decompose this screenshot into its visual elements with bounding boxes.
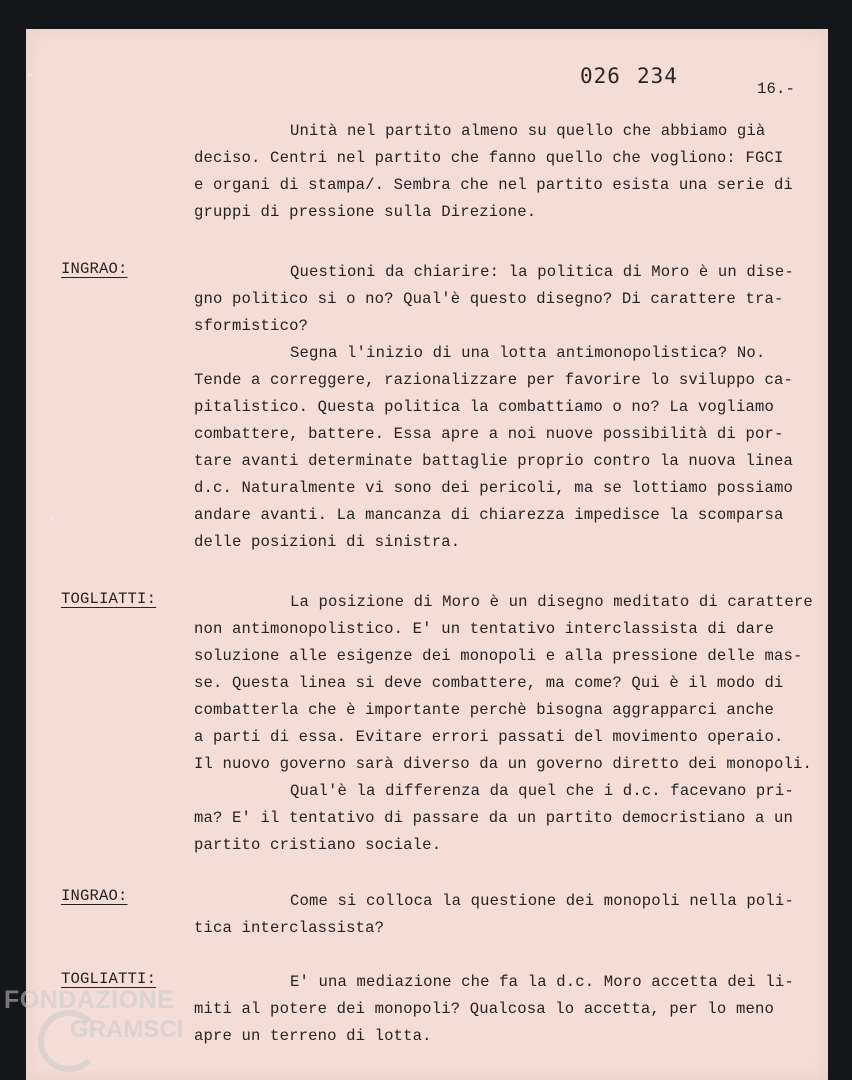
text-line: gno politico si o no? Qual'è questo disegno? Di carattere tra- <box>194 290 784 308</box>
speaker-label: INGRAO: <box>61 887 128 905</box>
text-line: combatterla che è importante perchè bisogna aggrapparci anche <box>194 701 774 719</box>
watermark-line-1: FONDAZIONE <box>4 986 175 1014</box>
text-line: e organi di stampa/. Sembra che nel partito esista una serie di <box>194 176 793 194</box>
archive-code-b: 234 <box>636 64 678 88</box>
text-line: La posizione di Moro è un disegno meditato di carattere <box>290 593 813 611</box>
text-line: Segna l'inizio di una lotta antimonopolistica? No. <box>290 344 766 362</box>
text-line: Come si colloca la questione dei monopoli nella poli- <box>290 892 794 910</box>
text-line: sformistico? <box>194 317 309 335</box>
watermark-line-2: GRAMSCI <box>70 1016 184 1043</box>
text-line: tica interclassista? <box>194 919 385 937</box>
archive-code-a: 026 <box>580 64 621 88</box>
text-line: non antimonopolistico. E' un tentativo interclassista di dare <box>194 620 774 638</box>
text-line: se. Questa linea si deve combattere, ma come? Qui è il modo di <box>194 674 784 692</box>
paragraph-togliatti-1 <box>194 589 834 859</box>
text-line: combattere, battere. Essa apre a noi nuove possibilità di por- <box>194 425 784 443</box>
binding-hole-mark <box>49 517 53 520</box>
page-number: 16.- <box>757 80 796 98</box>
text-line: a parti di essa. Evitare errori passati del movimento operaio. <box>194 728 784 746</box>
speaker-label: INGRAO: <box>61 260 128 278</box>
binding-hole-mark <box>28 73 32 76</box>
text-line: Qual'è la differenza da quel che i d.c. facevano pri- <box>290 782 794 800</box>
text-line: E' una mediazione che fa la d.c. Moro accetta dei li- <box>290 973 794 991</box>
text-line: gruppi di pressione sulla Direzione. <box>194 203 537 221</box>
speaker-label: TOGLIATTI: <box>61 970 157 988</box>
text-line: Tende a correggere, razionalizzare per favorire lo sviluppo ca- <box>194 371 793 389</box>
text-line: deciso. Centri nel partito che fanno quello che vogliono: FGCI <box>194 149 784 167</box>
text-line: d.c. Naturalmente vi sono dei pericoli, ma se lottiamo possiamo <box>194 479 793 497</box>
text-line: soluzione alle esigenze dei monopoli e alla pressione delle mas- <box>194 647 803 665</box>
text-line: Unità nel partito almeno su quello che abbiamo già <box>290 122 766 140</box>
speaker-label: TOGLIATTI: <box>61 590 157 608</box>
paragraph-togliatti-2 <box>194 969 834 1050</box>
text-line: Il nuovo governo sarà diverso da un governo diretto dei monopoli. <box>194 755 813 773</box>
text-line: miti al potere dei monopoli? Qualcosa lo accetta, per lo meno <box>194 1000 774 1018</box>
archive-code <box>580 64 678 88</box>
text-line: partito cristiano sociale. <box>194 836 442 854</box>
text-line: Questioni da chiarire: la politica di Moro è un dise- <box>290 263 794 281</box>
paragraph-continuation <box>194 118 834 226</box>
text-line: delle posizioni di sinistra. <box>194 533 461 551</box>
text-line: tare avanti determinate battaglie proprio contro la nuova linea <box>194 452 793 470</box>
paragraph-ingrao-1 <box>194 259 834 556</box>
paragraph-ingrao-2 <box>194 888 834 942</box>
text-line: pitalistico. Questa politica la combattiamo o no? La vogliamo <box>194 398 774 416</box>
text-line: apre un terreno di lotta. <box>194 1027 432 1045</box>
text-line: ma? E' il tentativo di passare da un partito democristiano a un <box>194 809 793 827</box>
text-line: andare avanti. La mancanza di chiarezza impedisce la scomparsa <box>194 506 784 524</box>
